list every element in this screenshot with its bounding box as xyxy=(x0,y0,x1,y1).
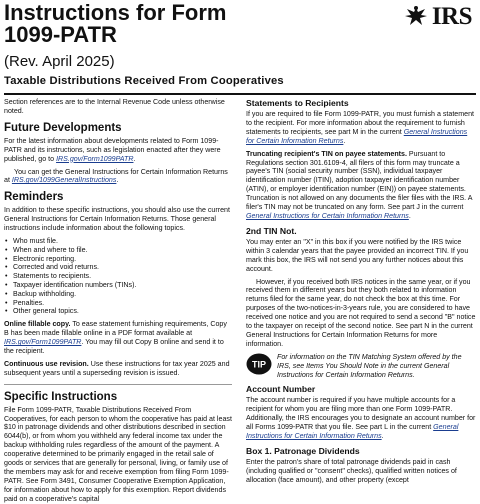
second-tin-heading: 2nd TIN Not. xyxy=(246,225,297,236)
list-item: • Who must file. xyxy=(13,237,232,246)
future-p2-end: . xyxy=(116,176,119,185)
account-number-paragraph xyxy=(246,396,476,441)
second-tin-paragraph-2: However, if you received both IRS notices in the same year, or if you received them in different years but they both related to information returns filed for the same year, do not check the box at this time. For purposes of the two-notices-in-3-years rule, you are considered to have received one notice and you are not required to send a second "B" notice to the taxpayer on receipt of the second notice. See part N in the current General Instructions for Certain Information Returns for more information. xyxy=(246,277,476,348)
revision-date: (Rev. April 2025) xyxy=(4,53,115,70)
fillable-copy-paragraph xyxy=(4,320,232,356)
list-item: • Corrected and void returns. xyxy=(13,263,232,272)
general-instructions-link[interactable]: IRS.gov/1099GeneralInstructions xyxy=(11,176,117,185)
future-p2-text: You can get the General Instructions for Certain Information Returns at xyxy=(4,167,228,185)
form-subtitle: Taxable Distributions Received From Cooperatives xyxy=(4,75,284,87)
statements-end: . xyxy=(343,136,346,145)
tip-label: TIP xyxy=(251,359,267,370)
fillable-form-link[interactable]: IRS.gov/Form1099PATR xyxy=(4,338,82,347)
list-item: • Electronic reporting. xyxy=(13,255,232,264)
continuous-text: Use these instructions for tax year 2025 and subsequent years until a superseding revision is issued. xyxy=(4,359,230,377)
tip-box xyxy=(246,353,476,380)
list-item: • When and where to file. xyxy=(13,246,232,255)
future-paragraph-1 xyxy=(4,137,232,164)
statements-heading: Statements to Recipients xyxy=(246,98,349,108)
form-1099patr-link[interactable]: IRS.gov/Form1099PATR xyxy=(56,154,134,163)
second-tin-paragraph-1: You may enter an "X" in this box if you were notified by the IRS twice within 3 calendar years that the payee provided an incorrect TIN. If you mark this box, the IRS will not send you any further notices about this account. xyxy=(246,237,469,273)
continuous-lead: Continuous use revision. xyxy=(4,359,89,368)
truncating-paragraph xyxy=(246,150,476,221)
general-instructions-link-m[interactable]: General Instructions for Certain Information Returns xyxy=(246,127,468,145)
reminders-heading: Reminders xyxy=(4,191,64,204)
header-rule xyxy=(4,93,476,95)
box1-heading: Box 1. Patronage Dividends xyxy=(246,446,360,456)
left-column xyxy=(4,98,232,503)
account-end: . xyxy=(381,432,384,441)
specific-instructions-heading: Specific Instructions xyxy=(4,390,118,403)
list-item: • Taxpayer identification numbers (TINs). xyxy=(13,281,232,290)
truncating-text: Pursuant to Regulations section 301.6109-4, all filers of this form may truncate a payee's TIN (social security number (SSN), individual taxpayer identification number (ITIN), adoption taxpayer identification number (ATIN), or employer identification number (EIN)) on payee statements. Truncation is not allowed on any documents the filer files with the IRS. A filer's TIN may not be truncated on any form. See part J in the current xyxy=(246,149,473,212)
general-instructions-link-l[interactable]: General Instructions for Certain Information Returns xyxy=(246,423,459,441)
page-title xyxy=(4,2,384,46)
truncating-lead: Truncating recipient's TIN on payee statements. xyxy=(246,149,407,158)
title-line-1: Instructions for Form xyxy=(4,0,227,25)
reminders-paragraph: In addition to these specific instructions, you should also use the current General Instructions for Certain Information Returns. Those general instructions include information about the following topics. xyxy=(4,206,230,233)
reminders-list xyxy=(4,237,232,316)
list-item: • Penalties. xyxy=(13,299,232,308)
tip-text: For information on the TIN Matching System offered by the IRS, see Items You Should Note in the current General Instructions for Certain Information Returns. xyxy=(277,352,462,379)
fillable-end: . You may fill out Copy B online and send it to the recipient. xyxy=(4,338,224,355)
future-p1-text: For the latest information about developments related to Form 1099-PATR and its instructions, such as legislation enacted after they were published, go to xyxy=(4,136,221,163)
tip-badge-icon xyxy=(246,353,272,375)
page-header xyxy=(4,0,476,96)
statements-paragraph xyxy=(246,110,476,146)
section-divider xyxy=(4,384,232,385)
irs-logo xyxy=(403,4,472,30)
list-item: • Other general topics. xyxy=(13,307,232,316)
general-instructions-link-j[interactable]: General Instructions for Certain Information Returns xyxy=(246,211,409,220)
truncating-end: . xyxy=(408,211,411,220)
specific-instructions-paragraph: File Form 1099-PATR, Taxable Distributions Received From Cooperatives, for each person to whom the cooperative has paid at least $10 in patronage dividends and other distributions described in section 6044(b), or from whom you withheld any federal income tax under the backup withholding rules regardless of the amount of the payment. A cooperative determined to be primarily engaged in the retail sale of goods or services that are generally for personal, living, or family use of the members may ask for and receive exemption from filing Form 1099-PATR. See Form 3491, Consumer Cooperative Exemption Application, for information about how to apply for this exemption. Report dividends paid on a cooperative's capital xyxy=(4,405,232,503)
title-line-2: 1099-PATR xyxy=(4,22,117,47)
account-text: The account number is required if you have multiple accounts for a recipient for whom you are filing more than one Form 1099-PATR. Additionally, the IRS encourages you to designate an account number for all Forms 1099-PATR that you file. See part L in the current xyxy=(246,396,476,432)
future-p1-end: . xyxy=(133,154,136,163)
fillable-lead: Online fillable copy. xyxy=(4,320,71,329)
list-item: • Backup withholding. xyxy=(13,290,232,299)
statements-text: If you are required to file Form 1099-PATR, you must furnish a statement to the recipient. For more information about the requirement to furnish statements to recipients, see part M in the current xyxy=(246,110,475,136)
logo-text: IRS xyxy=(431,3,472,30)
account-number-heading: Account Number xyxy=(246,384,316,395)
future-paragraph-2 xyxy=(4,168,232,186)
intro-text: Section references are to the Internal Revenue Code unless otherwise noted. xyxy=(4,98,225,115)
list-item: • Statements to recipients. xyxy=(13,272,232,281)
fillable-text: To ease statement furnishing requirements, Copy B has been made fillable online in a PDF format available at xyxy=(4,320,227,338)
future-developments-heading: Future Developments xyxy=(4,121,122,134)
box1-paragraph: Enter the patron's share of total patronage dividends paid in cash (including qualified or "consent" checks), qualified written notices of allocation (face amount), and other property (except xyxy=(246,458,457,484)
eagle-emblem-icon xyxy=(403,5,429,29)
continuous-use-paragraph xyxy=(4,360,232,378)
right-column xyxy=(246,98,476,484)
